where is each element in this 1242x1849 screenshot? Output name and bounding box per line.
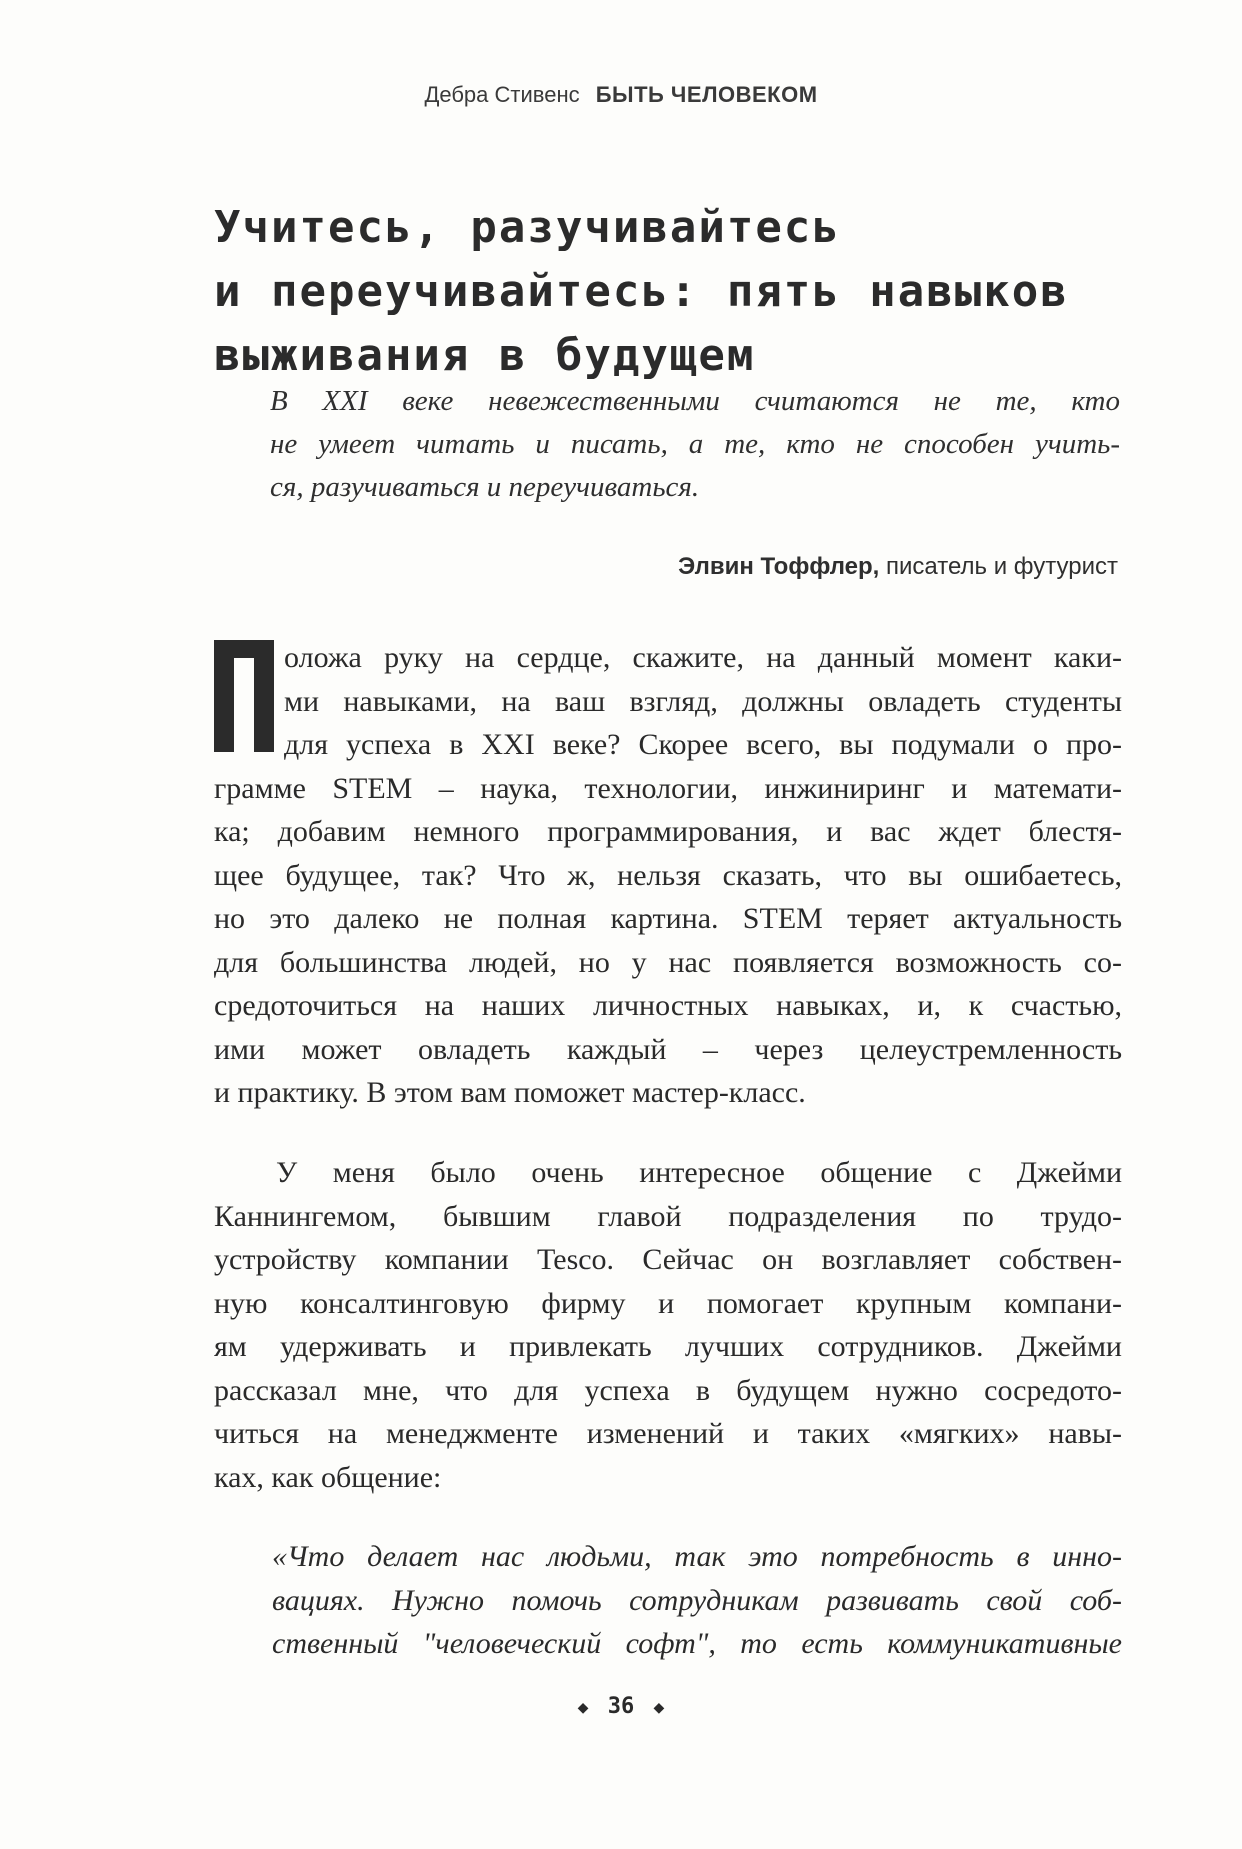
paragraph-line: щее будущее, так? Что ж, нельзя сказать, что вы ошибаетесь,: [214, 858, 1122, 892]
paragraph-line: ка; добавим немного программирования, и вас ждет блестя-: [214, 815, 1122, 848]
running-head: [0, 82, 1242, 108]
epigraph-line: В XXI веке невежественными считаются не те, кто: [270, 385, 1120, 417]
body-paragraph-2: [214, 1151, 1122, 1499]
epigraph-line: ся, разучиваться и переучиваться.: [270, 471, 700, 503]
paragraph-line: средоточиться на наших личностных навыках, и, к счастью,: [214, 989, 1122, 1022]
epigraph: [270, 380, 1120, 509]
chapter-title-line: и переучивайтесь: пять навыков: [214, 266, 1069, 317]
paragraph-line: для большинства людей, но у нас появляется возможность со-: [214, 945, 1122, 979]
attribution-name: Элвин Тоффлер,: [678, 553, 880, 580]
quote-line: «Что делает нас людьми, так это потребность в инно-: [272, 1540, 1122, 1573]
running-head-author: Дебра Стивенс: [424, 82, 580, 107]
paragraph-line: ми навыками, на ваш взгляд, должны овладеть студенты: [284, 684, 1122, 718]
paragraph-line: рассказал мне, что для успеха в будущем нужно сосредото-: [214, 1373, 1122, 1407]
quote-line: вациях. Нужно помочь сотрудникам развивать свой соб-: [272, 1583, 1122, 1617]
paragraph-line: ям удерживать и привлекать лучших сотрудников. Джейми: [214, 1330, 1122, 1363]
paragraph-line-text: оложа руку на сердце, скажите, на данный момент каки-: [284, 641, 1122, 674]
paragraph-line: ках, как общение:: [214, 1460, 442, 1494]
epigraph-attribution: [678, 553, 1118, 581]
paragraph-line: читься на менеджменте изменений и таких «мягких» навы-: [214, 1417, 1122, 1450]
epigraph-line: не умеет читать и писать, а те, кто не способен учить-: [270, 428, 1120, 460]
paragraph-line: ими может овладеть каждый – через целеустремленность: [214, 1032, 1122, 1066]
chapter-title-line: выживания в будущем: [214, 330, 756, 381]
chapter-title: [214, 196, 1134, 388]
paragraph-line: устройству компании Tesco. Сейчас он возглавляет собствен-: [214, 1243, 1122, 1276]
chapter-title-line: Учитесь, разучивайтесь: [214, 202, 841, 253]
paragraph-line: [214, 636, 1122, 680]
page-number: 36: [607, 1694, 635, 1719]
attribution-role: писатель и футурист: [886, 553, 1118, 580]
paragraph-line: для успеха в XXI веке? Скорее всего, вы подумали о про-: [284, 728, 1122, 761]
page-number-footer: [0, 1694, 1242, 1719]
paragraph-line: У меня было очень интересное общение с Джейми: [276, 1156, 1122, 1189]
running-head-book-title: БЫТЬ ЧЕЛОВЕКОМ: [595, 82, 818, 107]
body-paragraph-1: [214, 636, 1122, 1115]
diamond-ornament-icon: ◆: [577, 1697, 589, 1718]
quote-line: ственный "человеческий софт", то есть коммуникативные: [272, 1627, 1122, 1660]
paragraph-line: но это далеко не полная картина. STEM теряет актуальность: [214, 902, 1122, 935]
diamond-ornament-icon: ◆: [653, 1697, 665, 1718]
paragraph-line: и практику. В этом вам поможет мастер-класс.: [214, 1076, 806, 1109]
paragraph-line: Каннингемом, бывшим главой подразделения по трудо-: [214, 1199, 1122, 1233]
block-quote: [272, 1535, 1122, 1666]
paragraph-line: грамме STEM – наука, технологии, инжиниринг и математи-: [214, 771, 1122, 805]
paragraph-line: ную консалтинговую фирму и помогает крупным компани-: [214, 1286, 1122, 1320]
